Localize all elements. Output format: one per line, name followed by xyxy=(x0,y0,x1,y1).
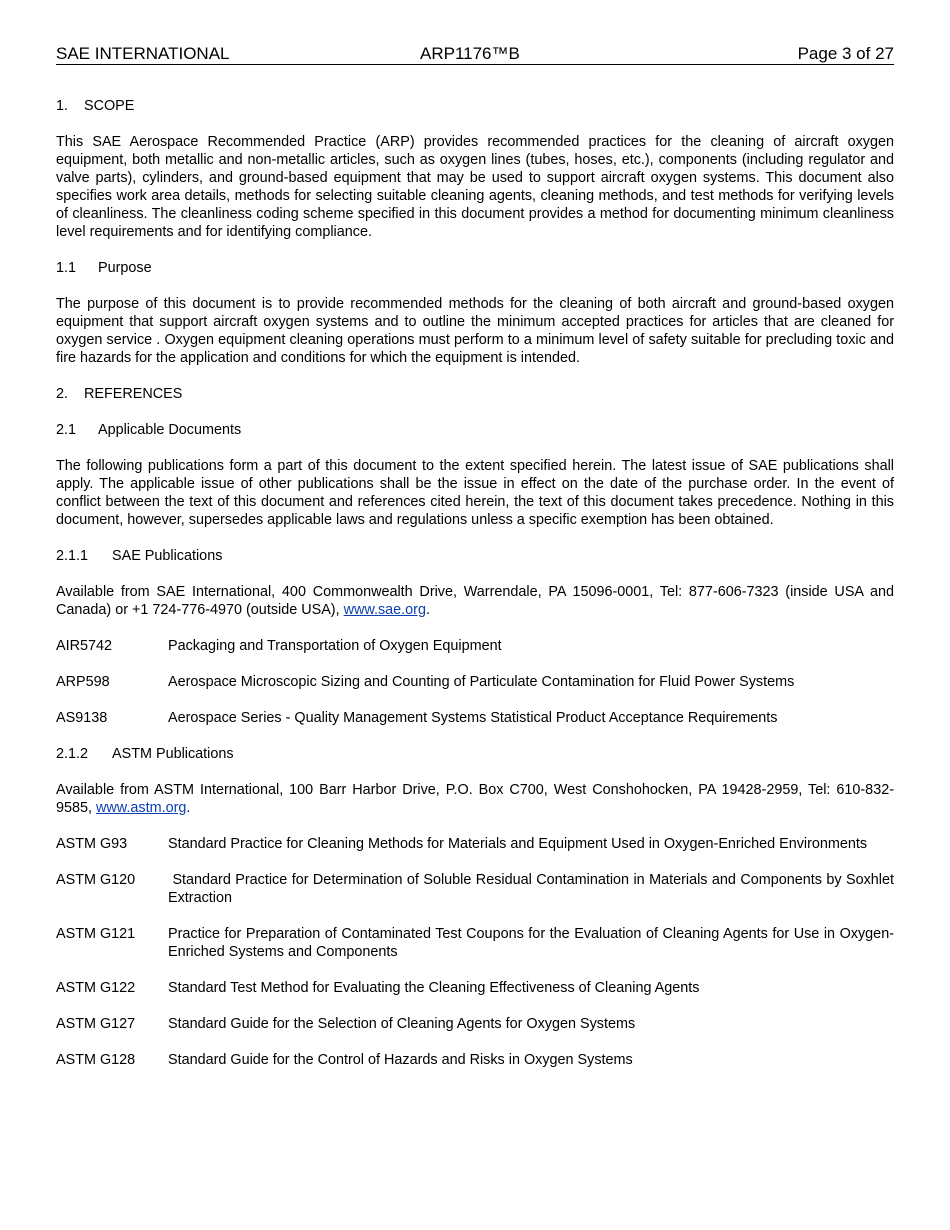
reference-title: Packaging and Transportation of Oxygen Equipment xyxy=(168,638,502,654)
reference-entry xyxy=(56,925,894,961)
applicable-documents-paragraph: The following publications form a part of this document to the extent specified herein. The latest issue of SAE publications shall apply. The applicable issue of other publications shall be the issue in effect on the date of the purchase order. In the event of conflict between the text of this document and references cited herein, the text of this document takes precedence. Nothing in this document, however, supersedes applicable laws and regulations unless a specific exemption has been obtained. xyxy=(56,458,894,528)
reference-entry xyxy=(56,637,894,655)
header-org: SAE INTERNATIONAL xyxy=(56,44,230,63)
page-header xyxy=(56,44,894,65)
scope-paragraph: This SAE Aerospace Recommended Practice (ARP) provides recommended practices for the cleaning of aircraft oxygen equipment, both metallic and non-metallic articles, such as oxygen lines (tubes, hoses, etc.), components (including regulator and valve parts), cylinders, and ground-based equipment that may be used to support aircraft oxygen systems. This document also specifies work area details, methods for selecting suitable cleaning agents, cleaning methods, and test methods for verifying levels of cleanliness. The cleanliness coding scheme specified in this document provides a method for documenting minimum cleanliness level requirements and for identifying compliance. xyxy=(56,134,894,240)
reference-code: ASTM G93 xyxy=(56,836,128,852)
reference-code: AIR5742 xyxy=(56,638,113,654)
reference-title: Aerospace Series - Quality Management Systems Statistical Product Acceptance Requirements xyxy=(168,710,778,726)
section-number: 1.1 xyxy=(56,260,77,276)
section-astm-publications-heading xyxy=(56,745,894,763)
reference-code: ASTM G128 xyxy=(56,1052,136,1068)
reference-entry xyxy=(56,673,894,691)
reference-title: Aerospace Microscopic Sizing and Counting of Particulate Contamination for Fluid Power Systems xyxy=(168,674,795,690)
reference-title: Standard Test Method for Evaluating the Cleaning Effectiveness of Cleaning Agents xyxy=(168,980,700,996)
astm-availability-paragraph xyxy=(56,781,894,817)
reference-code: ASTM G120 xyxy=(56,872,136,888)
reference-title: Practice for Preparation of Contaminated Test Coupons for the Evaluation of Cleaning Agents for Use in Oxygen-Enriched Systems and Components xyxy=(168,926,894,960)
reference-entry xyxy=(56,709,894,727)
section-title: Purpose xyxy=(98,260,152,276)
astm-availability-text: Available from ASTM International, 100 Barr Harbor Drive, P.O. Box C700, West Conshohocken, PA 19428-2959, Tel: 610-832-9585, xyxy=(56,782,894,816)
section-scope-heading xyxy=(56,97,894,115)
section-number: 2.1.2 xyxy=(56,746,89,762)
reference-entry xyxy=(56,979,894,997)
reference-title: Standard Guide for the Selection of Cleaning Agents for Oxygen Systems xyxy=(168,1016,636,1032)
reference-title: Standard Practice for Cleaning Methods for Materials and Equipment Used in Oxygen-Enriched Environments xyxy=(168,836,868,852)
sae-availability-paragraph xyxy=(56,583,894,619)
reference-code: ASTM G127 xyxy=(56,1016,136,1032)
section-references-heading xyxy=(56,385,894,403)
astm-website-link[interactable]: www.astm.org xyxy=(96,800,187,816)
section-title: SAE Publications xyxy=(112,548,223,564)
section-number: 1. xyxy=(56,98,69,114)
sentence-end: . xyxy=(186,800,191,816)
section-title: ASTM Publications xyxy=(112,746,234,762)
reference-title: Standard Guide for the Control of Hazards and Risks in Oxygen Systems xyxy=(168,1052,633,1068)
reference-entry xyxy=(56,871,899,907)
section-title: REFERENCES xyxy=(84,386,183,402)
purpose-paragraph: The purpose of this document is to provide recommended methods for the cleaning of both aircraft and ground-based oxygen equipment that support aircraft oxygen systems and to outline the minimum accepted practices for articles that are cleaned for oxygen service . Oxygen equipment cleaning operations must perform to a minimum level of safety suitable for precluding toxic and fire hazards for the application and conditions for which the equipment is intended. xyxy=(56,296,894,366)
document-body xyxy=(56,97,899,1087)
reference-title: Standard Practice for Determination of Soluble Residual Contamination in Materials and Components by Soxhlet Extraction xyxy=(168,872,899,906)
section-title: SCOPE xyxy=(84,98,135,114)
reference-entry xyxy=(56,1015,894,1033)
reference-entry xyxy=(56,835,894,853)
section-number: 2.1.1 xyxy=(56,548,89,564)
section-purpose-heading xyxy=(56,259,894,277)
header-doc-number: ARP1176™B xyxy=(420,44,520,63)
section-sae-publications-heading xyxy=(56,547,894,565)
section-applicable-documents-heading xyxy=(56,421,894,439)
reference-code: AS9138 xyxy=(56,710,108,726)
section-title: Applicable Documents xyxy=(98,422,242,438)
reference-code: ARP598 xyxy=(56,674,110,690)
section-number: 2.1 xyxy=(56,422,77,438)
reference-code: ASTM G122 xyxy=(56,980,136,996)
reference-entry xyxy=(56,1051,894,1069)
sae-availability-text: Available from SAE International, 400 Commonwealth Drive, Warrendale, PA 15096-0001, Tel: 877-606-7323 (inside USA and Canada) or +1 724-776-4970 (outside USA), xyxy=(56,584,894,618)
reference-code: ASTM G121 xyxy=(56,926,136,942)
sae-website-link[interactable]: www.sae.org xyxy=(343,602,426,618)
header-page-number: Page 3 of 27 xyxy=(797,44,894,63)
section-number: 2. xyxy=(56,386,69,402)
sentence-end: . xyxy=(425,602,430,618)
